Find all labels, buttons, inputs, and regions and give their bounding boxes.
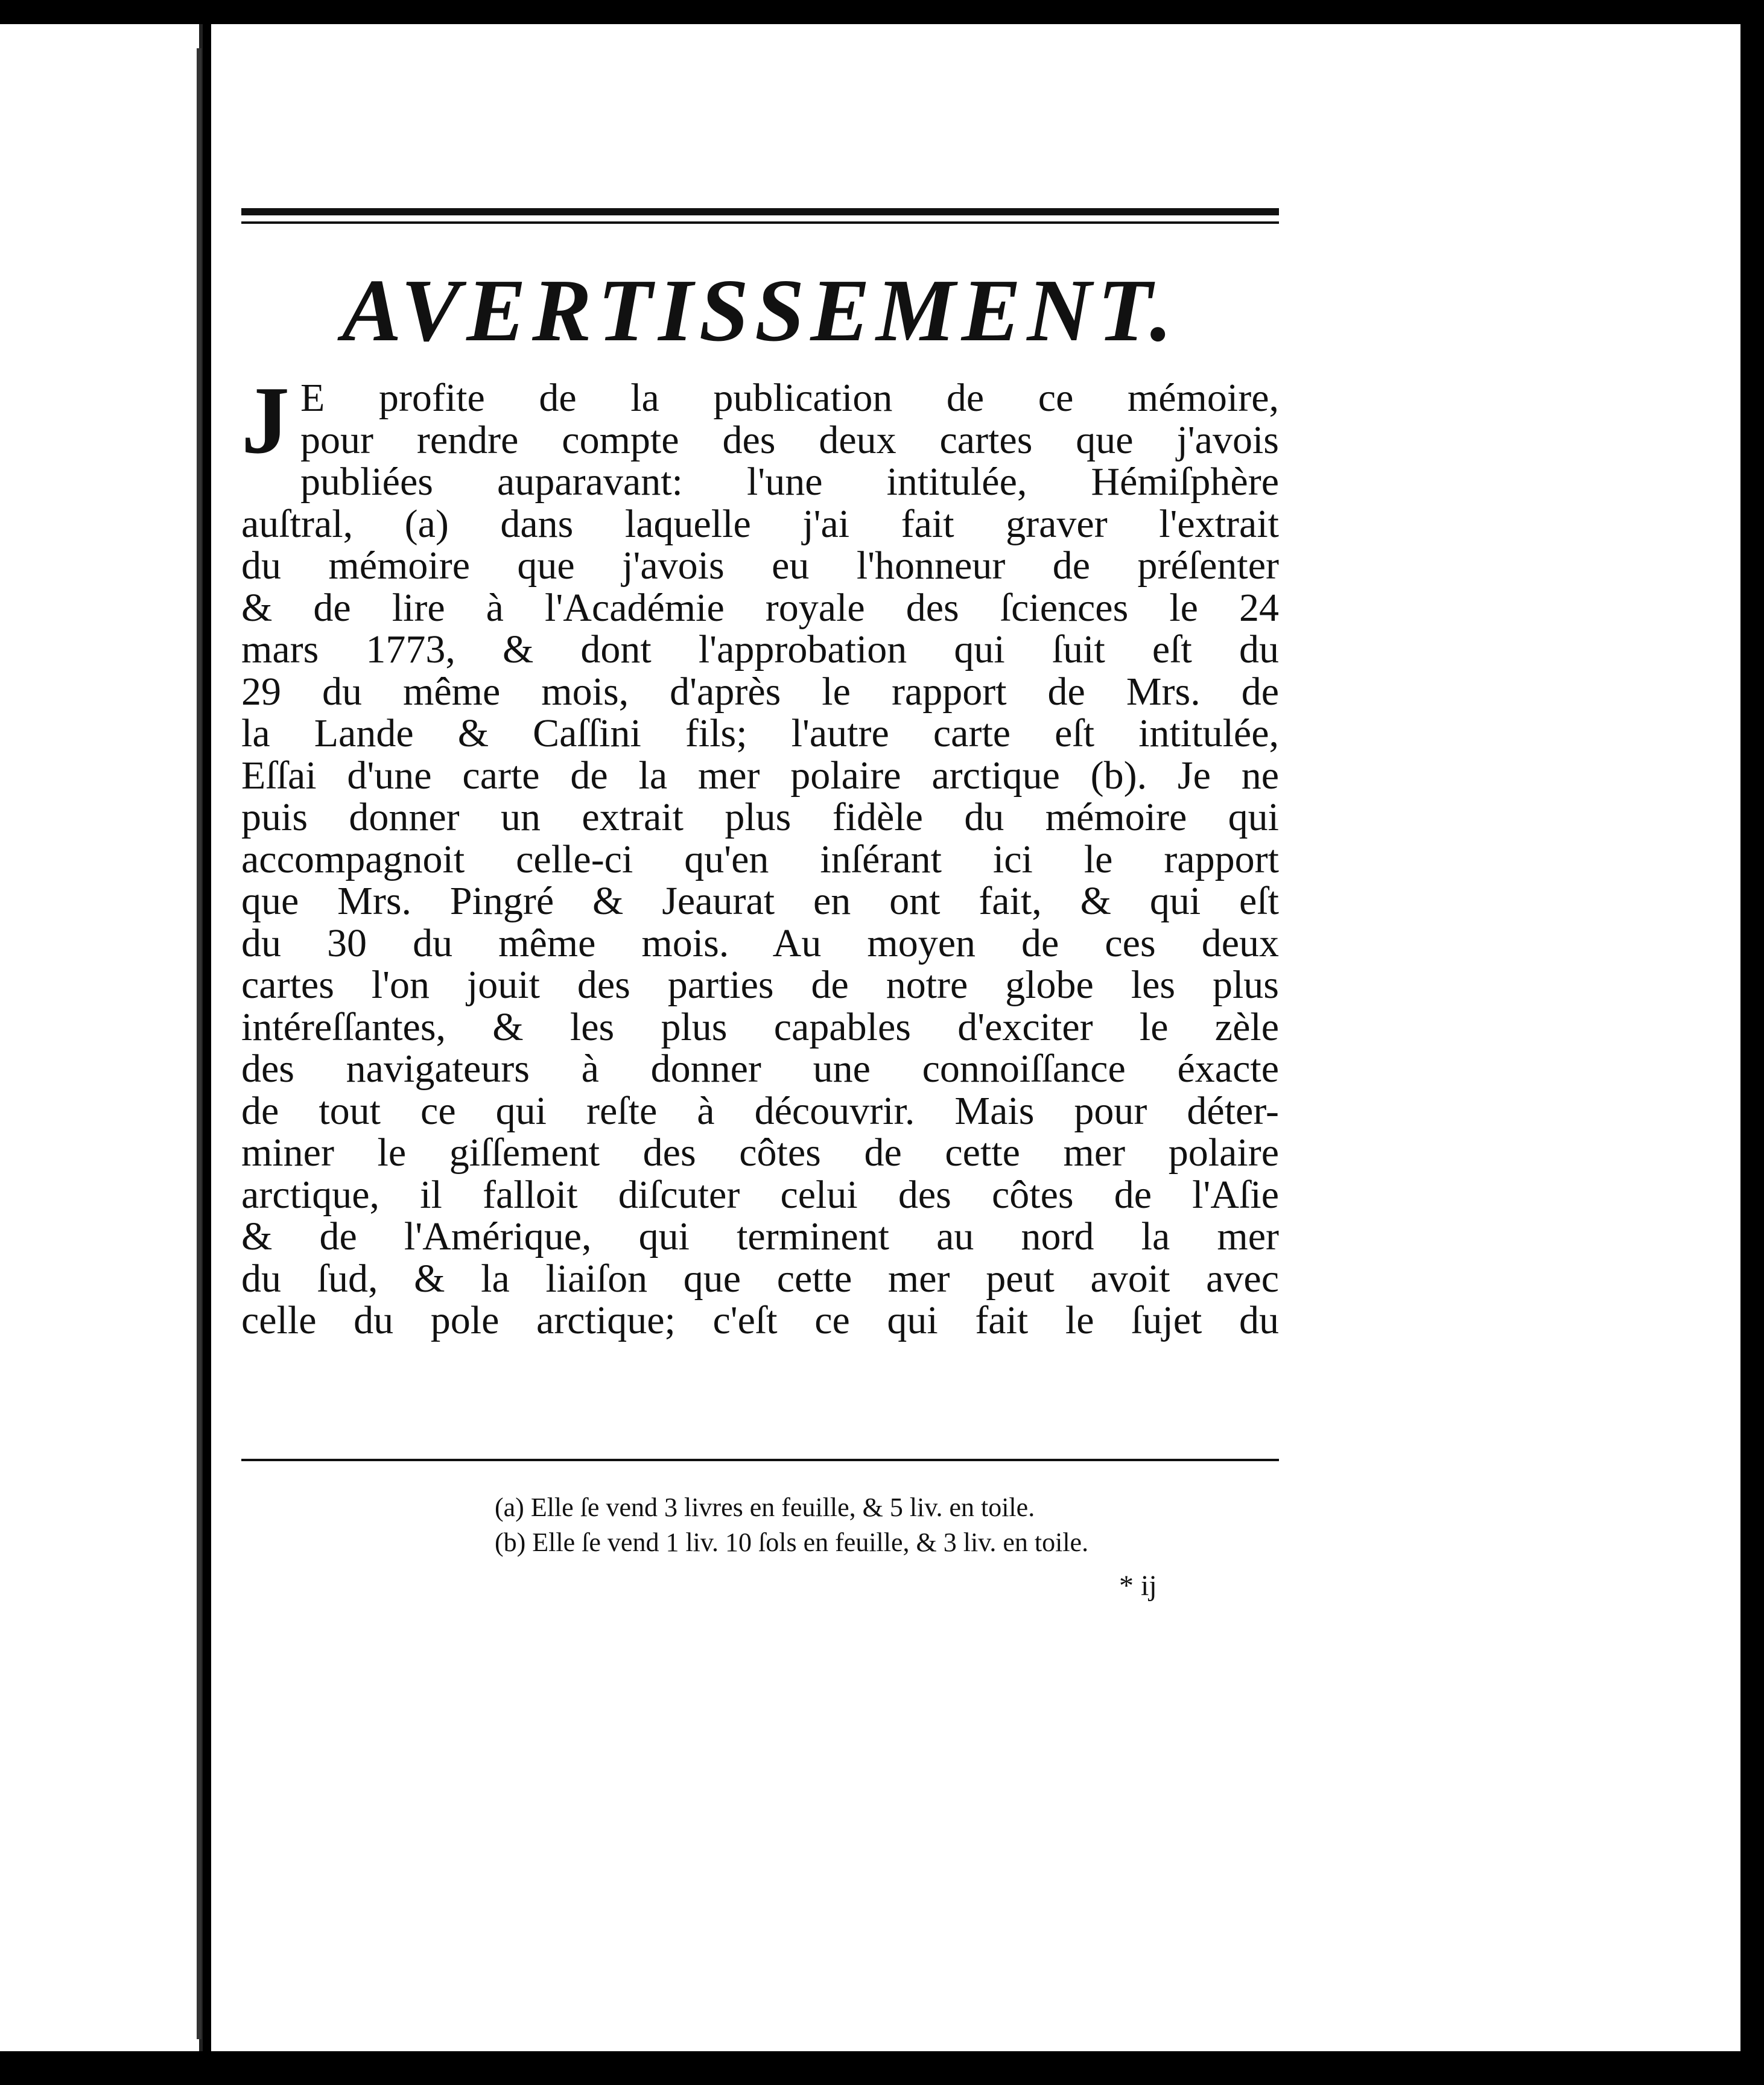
body-line: cartes l'on jouit des parties de notre globe les plus: [241, 963, 1279, 1007]
body-line: puis donner un extrait plus fidèle du mémoire qui: [241, 795, 1279, 839]
body-line: & de lire à l'Académie royale des ſciences le 24: [241, 585, 1279, 630]
body-line: la Lande & Caſſini fils; l'autre carte eſt intitulée,: [241, 711, 1279, 755]
footnote-rule: [241, 1459, 1279, 1461]
body-line: de tout ce qui reſte à découvrir. Mais pour déter-: [241, 1088, 1279, 1133]
drop-cap: J: [241, 366, 290, 474]
body-line: que Mrs. Pingré & Jeaurat en ont fait, & qui eſt: [241, 879, 1279, 923]
footnote-b: (b) Elle ſe vend 1 liv. 10 ſols en feuille, & 3 liv. en toile.: [495, 1528, 1089, 1557]
body-line: E profite de la publication de ce mémoire,: [300, 376, 1279, 420]
footnote-a: (a) Elle ſe vend 3 livres en feuille, & 5 liv. en toile.: [495, 1493, 1035, 1522]
signature-mark: * ij: [1119, 1570, 1157, 1602]
body-line: du mémoire que j'avois eu l'honneur de préſenter: [241, 544, 1279, 588]
body-line: auſtral, (a) dans laquelle j'ai fait graver l'extrait: [241, 501, 1279, 546]
body-line: pour rendre compte des deux cartes que j'avois: [300, 417, 1279, 462]
body-text: [241, 366, 1279, 1342]
body-line: 29 du même mois, d'après le rapport de Mrs. de: [241, 669, 1279, 714]
body-line: miner le giſſement des côtes de cette mer polaire: [241, 1131, 1279, 1175]
body-line: mars 1773, & dont l'approbation qui ſuit eſt du: [241, 627, 1279, 671]
body-line: intéreſſantes, & les plus capables d'exciter le zèle: [241, 1004, 1279, 1049]
body-line: accompagnoit celle-ci qu'en inſérant ici le rapport: [241, 837, 1279, 881]
page-gutter-rule: [197, 48, 201, 2039]
left-page-edge: [0, 24, 203, 2051]
body-line: Eſſai d'une carte de la mer polaire arctique (b). Je ne: [241, 753, 1279, 798]
body-line: publiées auparavant: l'une intitulée, Hémiſphère: [300, 460, 1279, 504]
footnotes: [241, 1490, 1279, 1560]
body-line: celle du pole arctique; c'eſt ce qui fait le ſujet du: [241, 1298, 1279, 1342]
header-rule: [241, 208, 1279, 224]
body-line: arctique, il falloit diſcuter celui des côtes de l'Aſie: [241, 1172, 1279, 1217]
body-line: des navigateurs à donner une connoiſſance éxacte: [241, 1047, 1279, 1091]
body-line: & de l'Amérique, qui terminent au nord la mer: [241, 1214, 1279, 1258]
body-line: du ſud, & la liaiſon que cette mer peut avoit avec: [241, 1256, 1279, 1301]
body-line: du 30 du même mois. Au moyen de ces deux: [241, 921, 1279, 965]
page-title: AVERTISSEMENT.: [341, 261, 1179, 360]
